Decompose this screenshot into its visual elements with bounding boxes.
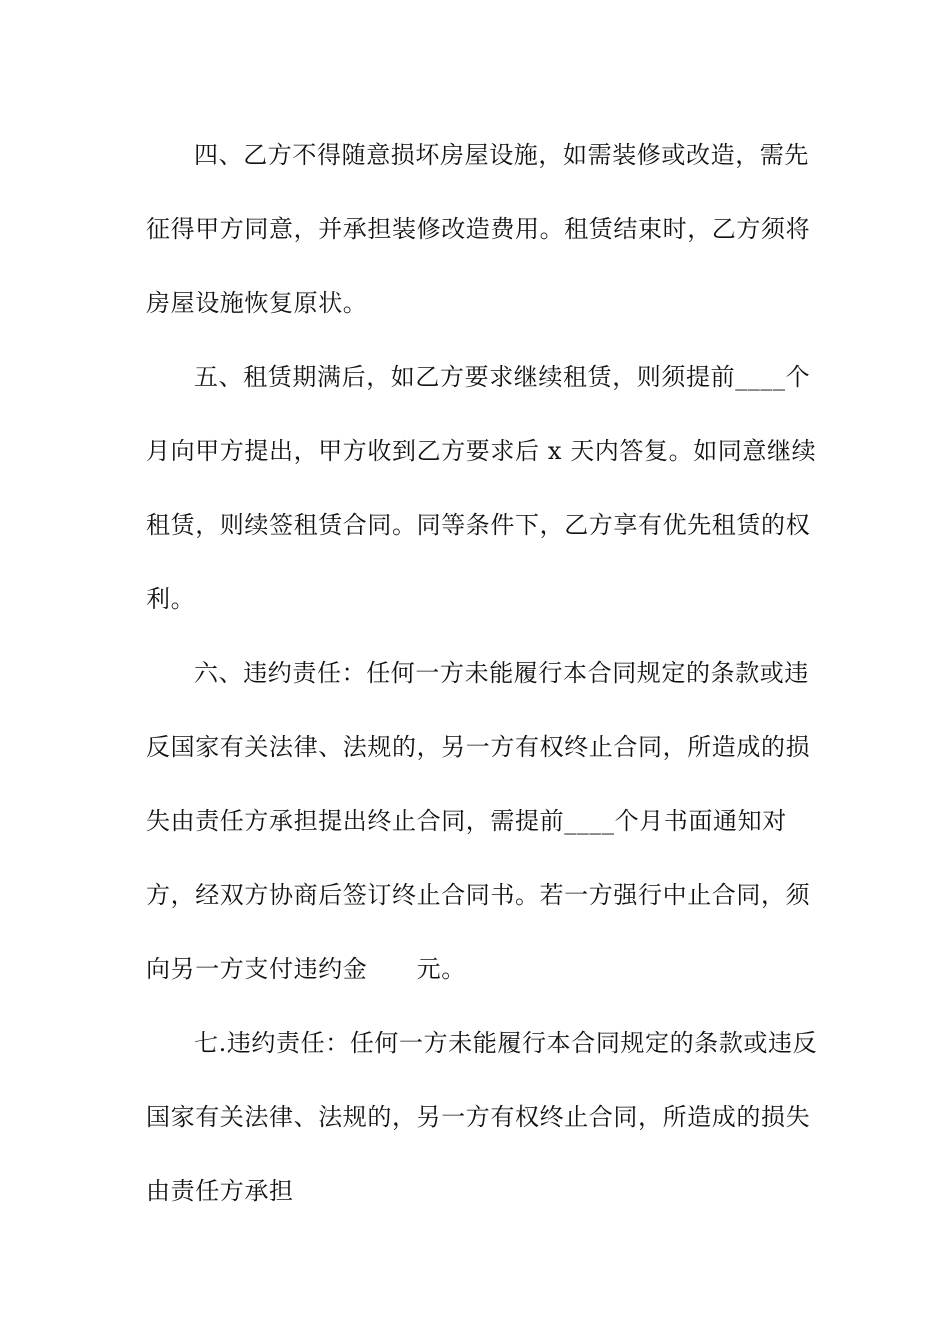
clause-6-paragraph: 六、违约责任：任何一方未能履行本合同规定的条款或违反国家有关法律、法规的，另一方有权终止合同，所造成的损失由责任方承担提出终止合同，需提前____个月书面通知对方，经双方协商后签订终止合同书。若一方强行中止合同，须向另一方支付违约金 元。 <box>146 659 811 983</box>
clause-7-paragraph: 七.违约责任：任何一方未能履行本合同规定的条款或违反国家有关法律、法规的，另一方有权终止合同，所造成的损失由责任方承担 <box>146 1029 818 1205</box>
document-body <box>146 118 826 1228</box>
clause-4-paragraph: 四、乙方不得随意损坏房屋设施，如需装修或改造，需先征得甲方同意，并承担装修改造费用。租赁结束时，乙方须将房屋设施恢复原状。 <box>146 141 811 317</box>
clause-5-paragraph: 五、租赁期满后，如乙方要求继续租赁，则须提前____个月向甲方提出，甲方收到乙方要求后 x 天内答复。如同意继续租赁，则续签租赁合同。同等条件下，乙方享有优先租赁的权利。 <box>146 363 817 613</box>
